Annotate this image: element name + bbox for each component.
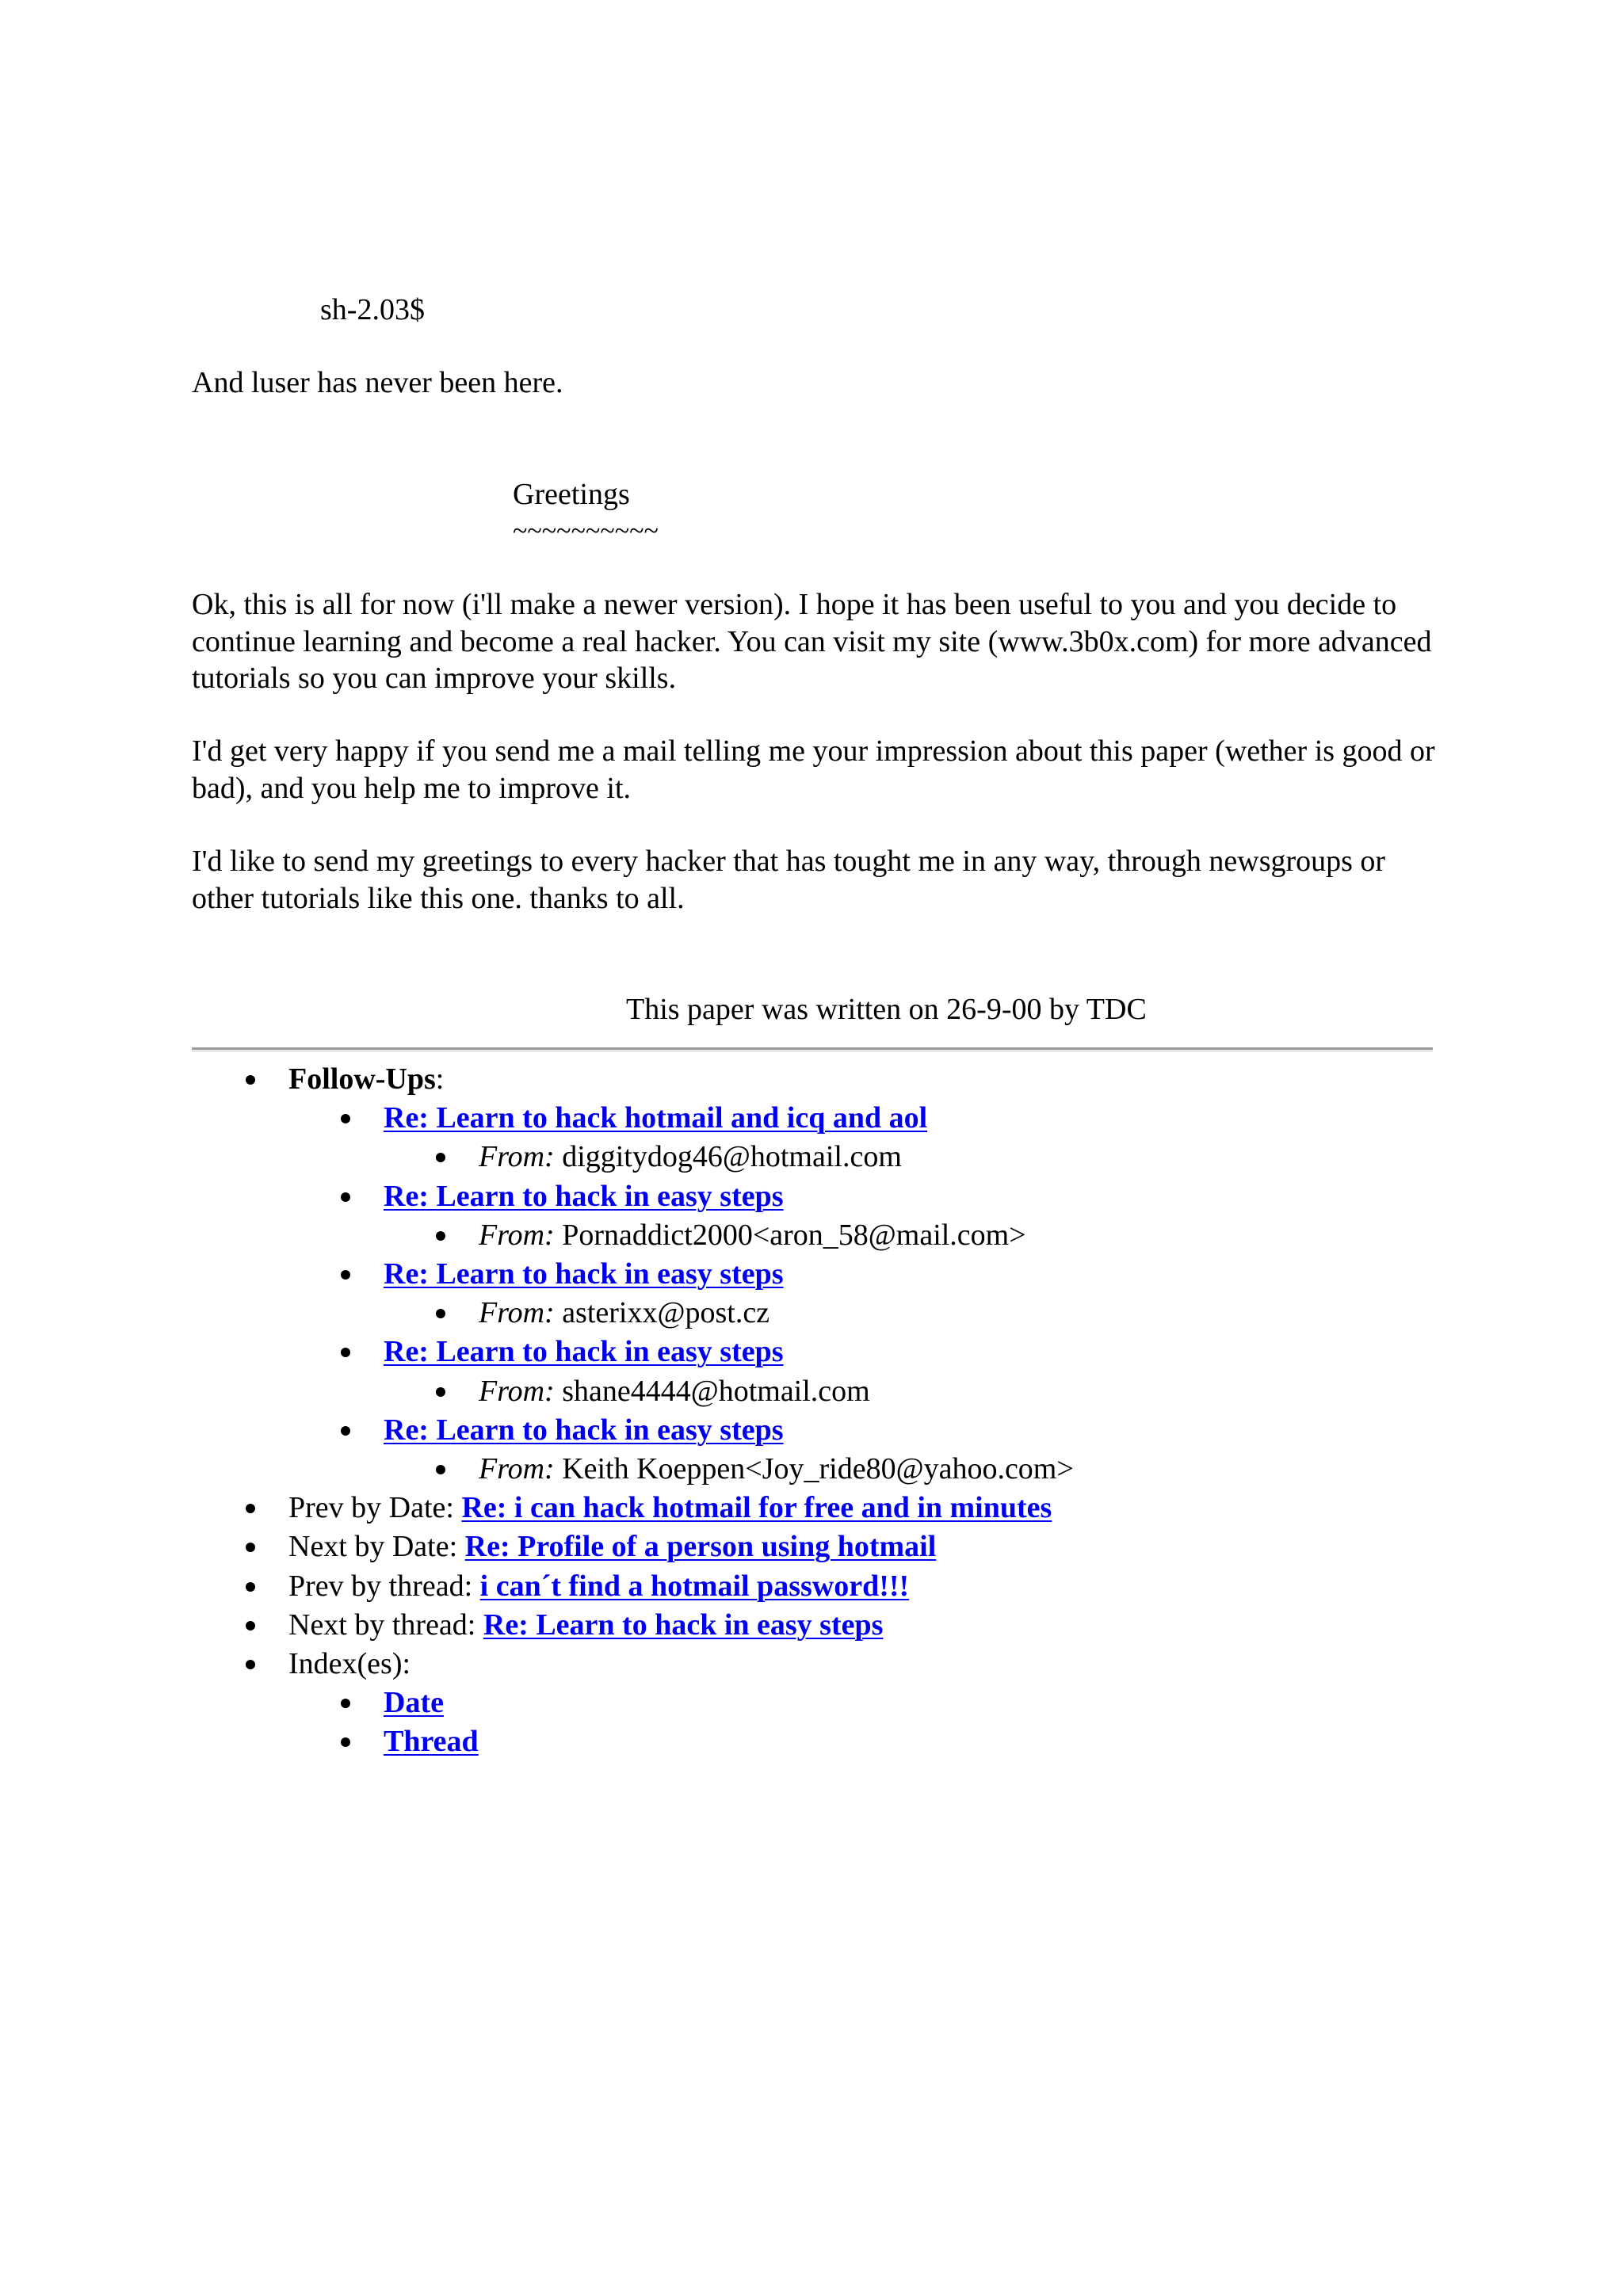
index-thread-link[interactable]: Thread: [384, 1725, 479, 1759]
followup-item: [192, 1255, 1460, 1333]
bullet-icon: [246, 1582, 255, 1592]
bullet-icon: [436, 1231, 445, 1241]
from-address: Keith Koeppen<Joy_ride80@yahoo.com>: [562, 1452, 1074, 1486]
followup-link[interactable]: Re: Learn to hack in easy steps: [384, 1257, 784, 1291]
bullet-icon: [341, 1192, 350, 1202]
closing-paragraph: Ok, this is all for now (i'll make a newer version). I hope it has been useful to you and you decide to continue learning and become a real hacker. You can visit my site (www.3b0x.com) for more advanced tutorials so you can improve your skills.: [192, 588, 1432, 695]
followup-link[interactable]: Re: Learn to hack hotmail and icq and aol: [384, 1101, 928, 1135]
bullet-icon: [341, 1699, 350, 1708]
bullet-icon: [436, 1153, 445, 1162]
followup-item: [192, 1333, 1460, 1410]
followups-list: [288, 1099, 1460, 1489]
from-label: From:: [479, 1452, 555, 1486]
from-label: From:: [479, 1140, 555, 1174]
from-address: diggitydog46@hotmail.com: [562, 1140, 902, 1174]
followup-meta: [384, 1294, 1460, 1333]
followup-from: [192, 1450, 1460, 1489]
bullet-icon: [246, 1660, 255, 1669]
followups-colon: :: [435, 1062, 445, 1096]
followup-item: [192, 1411, 1460, 1489]
from-address: Pornaddict2000<aron_58@mail.com>: [562, 1218, 1026, 1252]
next-by-thread-label: Next by thread:: [288, 1608, 476, 1642]
next-by-date-item: [192, 1527, 1460, 1566]
followup-meta: [384, 1450, 1460, 1489]
followup-from: [192, 1294, 1460, 1333]
bullet-icon: [246, 1621, 255, 1630]
followup-from: [192, 1372, 1460, 1411]
from-address: asterixx@post.cz: [562, 1296, 770, 1330]
prev-by-thread-label: Prev by thread:: [288, 1569, 473, 1603]
luser-line: And luser has never been here.: [192, 366, 563, 399]
followup-meta: [384, 1138, 1460, 1177]
followup-from: [192, 1138, 1460, 1177]
signature-line: This paper was written on 26-9-00 by TDC: [626, 993, 1147, 1026]
next-by-thread-link[interactable]: Re: Learn to hack in easy steps: [483, 1608, 884, 1642]
followup-link[interactable]: Re: Learn to hack in easy steps: [384, 1335, 784, 1369]
index-date-link[interactable]: Date: [384, 1686, 444, 1720]
prev-by-thread-item: [192, 1567, 1460, 1606]
message-navigation: [192, 1060, 1460, 1762]
prev-by-thread-link[interactable]: i can´t find a hotmail password!!!: [479, 1569, 910, 1603]
from-label: From:: [479, 1296, 555, 1330]
followup-link[interactable]: Re: Learn to hack in easy steps: [384, 1413, 784, 1447]
from-address: shane4444@hotmail.com: [562, 1374, 870, 1408]
index-date-item: [192, 1684, 1460, 1722]
bullet-icon: [246, 1504, 255, 1513]
greetings-underline: ~~~~~~~~~~: [513, 517, 659, 546]
bullet-icon: [246, 1543, 255, 1552]
prev-by-date-label: Prev by Date:: [288, 1491, 454, 1525]
feedback-paragraph: I'd get very happy if you send me a mail telling me your impression about this paper (wether is good or bad), and you help me to improve it.: [192, 734, 1435, 805]
next-by-date-label: Next by Date:: [288, 1530, 458, 1564]
next-by-date-link[interactable]: Re: Profile of a person using hotmail: [464, 1530, 937, 1564]
followup-item: [192, 1099, 1460, 1177]
followup-meta: [384, 1216, 1460, 1255]
followup-from: [192, 1216, 1460, 1255]
bullet-icon: [436, 1465, 445, 1474]
greetings-heading: Greetings: [513, 478, 630, 511]
bullet-icon: [246, 1075, 255, 1085]
horizontal-rule: [192, 1047, 1433, 1052]
bullet-icon: [341, 1348, 350, 1357]
prev-by-date-link[interactable]: Re: i can hack hotmail for free and in minutes: [461, 1491, 1052, 1525]
indexes-list: [288, 1684, 1460, 1761]
bullet-icon: [341, 1737, 350, 1747]
indexes-item: [192, 1645, 1460, 1762]
next-by-thread-item: [192, 1606, 1460, 1645]
nav-list: [192, 1060, 1460, 1762]
bullet-icon: [436, 1309, 445, 1318]
bullet-icon: [341, 1426, 350, 1436]
followup-link[interactable]: Re: Learn to hack in easy steps: [384, 1179, 784, 1213]
followup-meta: [384, 1372, 1460, 1411]
thanks-paragraph: I'd like to send my greetings to every hacker that has tought me in any way, through newsgroups or other tutorials like this one. thanks to all.: [192, 845, 1386, 915]
followups-item: [192, 1060, 1460, 1489]
bullet-icon: [341, 1270, 350, 1280]
prev-by-date-item: [192, 1489, 1460, 1527]
followup-item: [192, 1177, 1460, 1255]
bullet-icon: [341, 1114, 350, 1123]
from-label: From:: [479, 1218, 555, 1252]
bullet-icon: [436, 1387, 445, 1397]
indexes-label: Index(es):: [288, 1647, 411, 1681]
shell-prompt: sh-2.03$: [320, 293, 425, 326]
index-thread-item: [192, 1722, 1460, 1761]
from-label: From:: [479, 1374, 555, 1408]
followups-label: Follow-Ups: [288, 1062, 436, 1096]
